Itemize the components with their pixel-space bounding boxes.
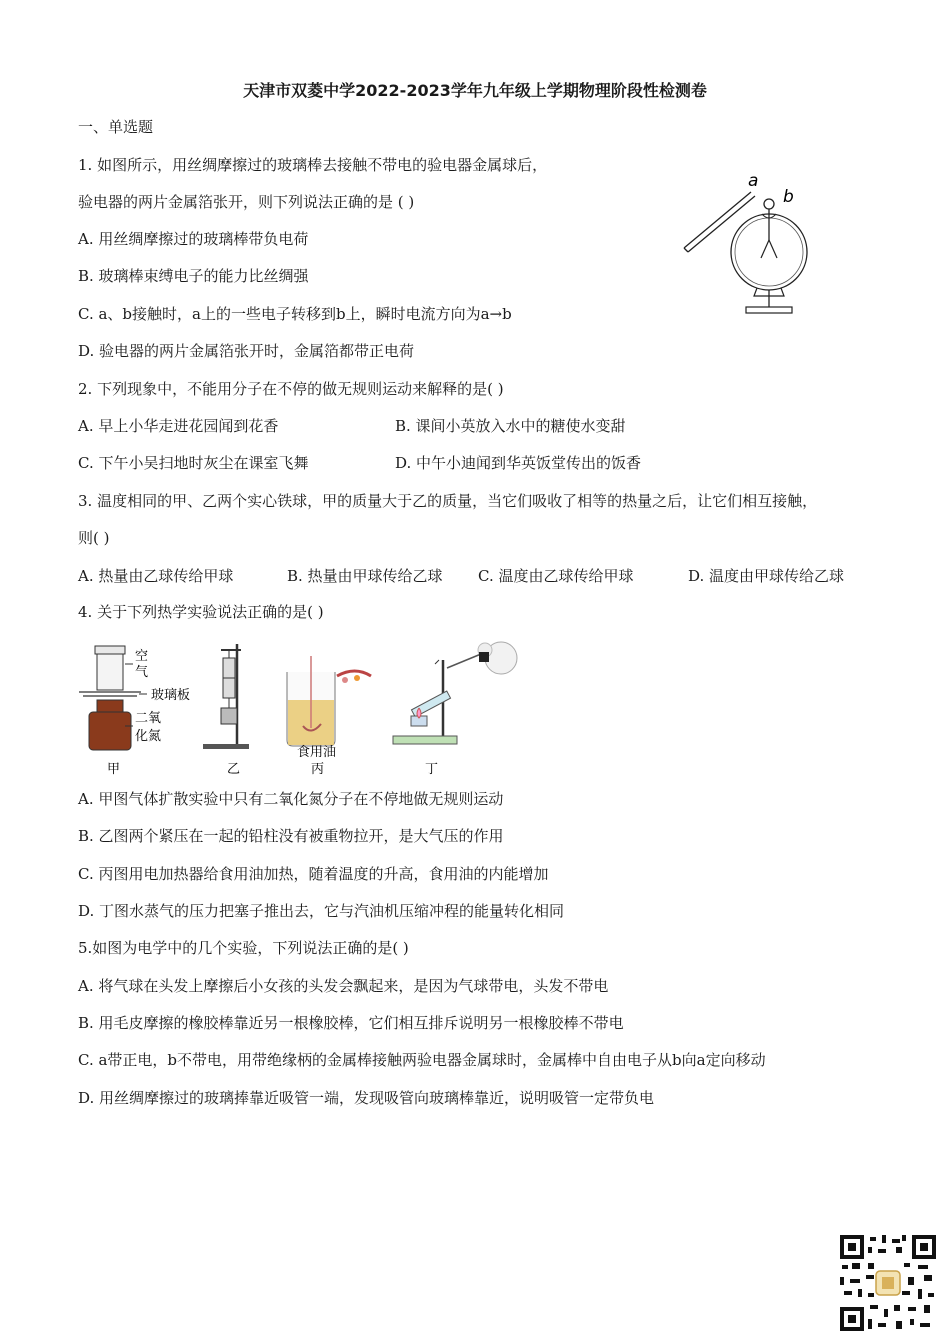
figure-jia [79,646,190,777]
q1-stem-line2: 验电器的两片金属箔张开，则下列说法正确的是 ( ) [78,193,415,211]
q3-option-c: C. 温度由乙球传给甲球 [478,567,634,585]
qr-code [838,1233,938,1333]
label-no2-1: 二氧 [135,711,162,726]
label-ding: 丁 [425,762,439,777]
label-air-1: 空 [135,649,149,664]
q5-option-c: C. a带正电，b不带电，用带绝缘柄的金属棒接触两验电器金属球时，金属棒中自由电子从b向a定向移动 [78,1051,766,1069]
q4-stem: 4. 关于下列热学实验说法正确的是( ) [78,603,324,621]
label-glass-plate: 玻璃板 [151,688,191,703]
q1-stem-line1: 1. 如图所示，用丝绸摩擦过的玻璃棒去接触不带电的验电器金属球后， [78,156,548,174]
label-no2-2: 化氮 [135,729,162,744]
label-jia: 甲 [107,762,121,777]
q2-option-b: B. 课间小英放入水中的糖使水变甜 [395,417,626,435]
figure-ding [393,642,517,777]
q5-option-b: B. 用毛皮摩擦的橡胶棒靠近另一根橡胶棒，它们相互排斥说明另一根橡胶棒不带电 [78,1014,624,1032]
q2-option-d: D. 中午小迪闻到华英饭堂传出的饭香 [395,454,642,472]
section-heading: 一、单选题 [78,118,154,136]
label-a: a [748,171,759,191]
q1-option-c: C. a、b接触时，a上的一些电子转移到b上，瞬时电流方向为a→b [78,305,512,323]
label-cooking-oil: 食用油 [297,745,337,760]
q4-option-c: C. 丙图用电加热器给食用油加热，随着温度的升高，食用油的内能增加 [78,865,549,883]
q1-option-a: A. 用丝绸摩擦过的玻璃棒带负电荷 [78,230,309,248]
q3-stem-line1: 3. 温度相同的甲、乙两个实心铁球，甲的质量大于乙的质量，当它们吸收了相等的热量之后，让它们相互接触， [78,492,818,510]
label-bing: 丙 [311,762,325,777]
q3-option-a: A. 热量由乙球传给甲球 [78,567,234,585]
q3-option-b: B. 热量由甲球传给乙球 [287,567,443,585]
q3-option-d: D. 温度由甲球传给乙球 [688,567,845,585]
q5-option-a: A. 将气球在头发上摩擦后小女孩的头发会飘起来，是因为气球带电，头发不带电 [78,977,609,995]
label-air-2: 气 [135,665,149,680]
electroscope-figure [676,170,826,320]
q2-stem: 2. 下列现象中，不能用分子在不停的做无规则运动来解释的是( ) [78,380,504,398]
q4-option-a: A. 甲图气体扩散实验中只有二氧化氮分子在不停地做无规则运动 [78,790,504,808]
q1-option-b: B. 玻璃棒束缚电子的能力比丝绸强 [78,267,309,285]
q3-stem-line2: 则( ) [78,529,110,547]
q2-option-a: A. 早上小华走进花园闻到花香 [78,417,279,435]
q1-option-d: D. 验电器的两片金属箔张开时，金属箔都带正电荷 [78,342,415,360]
thermal-experiments-figure [75,636,525,781]
figure-yi [203,644,249,777]
q2-option-c: C. 下午小吴扫地时灰尘在课室飞舞 [78,454,309,472]
q4-option-d: D. 丁图水蒸气的压力把塞子推出去，它与汽油机压缩冲程的能量转化相同 [78,902,565,920]
page-title: 天津市双菱中学2022-2023学年九年级上学期物理阶段性检测卷 [243,81,707,100]
figure-bing [287,656,371,777]
q5-option-d: D. 用丝绸摩擦过的玻璃捧靠近吸管一端，发现吸管向玻璃棒靠近，说明吸管一定带负电 [78,1089,655,1107]
label-yi: 乙 [227,762,241,777]
q4-option-b: B. 乙图两个紧压在一起的铅柱没有被重物拉开，是大气压的作用 [78,827,504,845]
label-b: b [783,187,794,207]
q5-stem: 5.如图为电学中的几个实验，下列说法正确的是( ) [78,939,409,957]
